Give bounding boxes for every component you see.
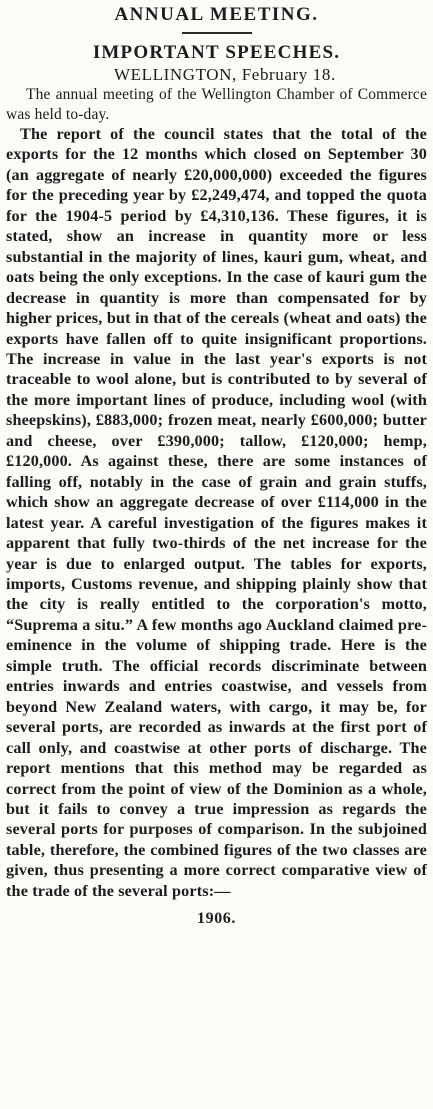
article-subheadline: IMPORTANT SPEECHES. (92, 42, 341, 63)
headline-divider (182, 32, 252, 34)
article-body-paragraph: The report of the council states that the total of the exports for the 12 months which closed on September 30 (an aggregate of nearly £20,000,000) exceeded the figures for the preceding year by £2,249,474, and topped the quota for the 1904-5 period by £4,310,136. These figures, it is stated, show an increase in quantity more or less substantial in the majority of lines, kauri gum, wheat, and oats being the only exceptions. In the case of kauri gum the decrease in quantity is more than compensated for by higher prices, but in that of the cereals (wheat and oats) the exports have fallen off to quite insignificant proportions. The increase in value in the last year's exports is not traceable to wool alone, but is contributed to by several of the more important lines of produce, including wool (with sheepskins), £883,000; frozen meat, nearly £600,000; butter and cheese, over £390,000; tallow, £120,000; hemp, £120,000. As against these, there are some instances of falling off, notably in the case of grain and grain stuffs, which show an aggregate decrease of over £114,000 in the latest year. A careful investigation of the figures makes it apparent that fully two-thirds of the net increase for the year is due to enlarged output. The tables for exports, imports, Customs revenue, and shipping plainly show that the city is really entitled to the corporation's motto, “Suprema a situ.” A few months ago Auckland claimed pre-eminence in the volume of shipping trade. Here is the simple truth. The official records discriminate between entries inwards and entries coastwise, and vessels from beyond New Zealand waters, with cargo, it may be, for several ports, are recorded as inwards at the first port of call only, and coastwise at other ports of discharge. The report mentions that this method may be regarded as correct from the point of view of the Dominion as a whole, but it fails to convey a true impression as regards the several ports for purposes of comparison. In the subjoined table, therefore, the combined figures of the two classes are given, thus presenting a more correct comparative view of the trade of the several ports:— (6, 125, 427, 900)
table-year-heading: 1906. (197, 910, 236, 928)
article-dateline: WELLINGTON, February 18. (114, 65, 336, 84)
article-headline: ANNUAL MEETING. (114, 4, 319, 25)
article-lead-paragraph: The annual meeting of the Wellington Chamber of Commerce was held to-day. (6, 86, 427, 123)
